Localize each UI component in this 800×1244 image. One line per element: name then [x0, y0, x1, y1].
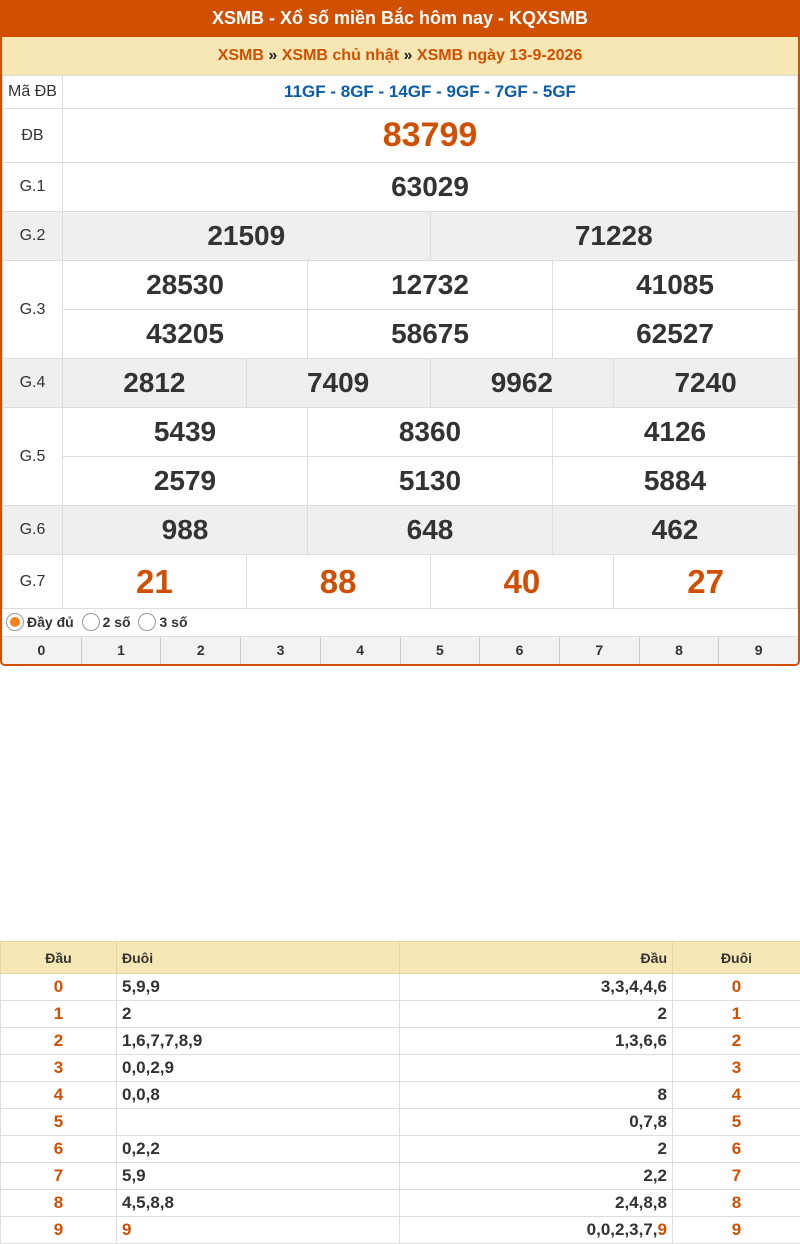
- breadcrumb: [2, 37, 798, 75]
- prize-g3: 41085: [553, 261, 798, 310]
- header-duoi-2: Đuôi: [673, 942, 800, 974]
- loto-row: [1, 1163, 800, 1190]
- loto-duoi: 4,5,8,8: [117, 1190, 400, 1217]
- loto-duoi-digit: 8: [673, 1190, 800, 1217]
- loto-duoi: 9: [117, 1217, 400, 1244]
- prize-g5: 2579: [63, 457, 308, 506]
- loto-dau: 8: [1, 1190, 117, 1217]
- loto-duoi-digit: 3: [673, 1055, 800, 1082]
- loto-duoi: [117, 1109, 400, 1136]
- option-3-digits-label: 3 số: [159, 614, 187, 630]
- breadcrumb-xsmb[interactable]: XSMB: [218, 47, 264, 64]
- loto-duoi-digit: 9: [673, 1217, 800, 1244]
- header-dau: Đầu: [1, 942, 117, 974]
- loto-duoi-digit: 6: [673, 1136, 800, 1163]
- ma-db-label: Mã ĐB: [3, 76, 63, 109]
- loto-dau-values: 2,4,8,8: [615, 1193, 667, 1212]
- loto-duoi-digit: 7: [673, 1163, 800, 1190]
- digit-button[interactable]: 7: [560, 637, 640, 664]
- digit-button[interactable]: 9: [719, 637, 798, 664]
- loto-dau-list: [400, 1136, 673, 1163]
- loto-row: [1, 1028, 800, 1055]
- loto-dau: 1: [1, 1001, 117, 1028]
- prize-g4: 2812: [63, 359, 247, 408]
- option-full-label: Đầy đủ: [27, 614, 74, 630]
- digit-button[interactable]: 8: [640, 637, 720, 664]
- loto-highlight: 9: [658, 1220, 667, 1239]
- loto-dau: 4: [1, 1082, 117, 1109]
- prize-g7: 27: [614, 555, 798, 609]
- prize-g4: 9962: [430, 359, 614, 408]
- display-options: [2, 609, 798, 637]
- prize-g7: 21: [63, 555, 247, 609]
- loto-duoi: 0,2,2: [117, 1136, 400, 1163]
- breadcrumb-xsmb-sunday[interactable]: XSMB chủ nhật: [282, 47, 399, 64]
- radio-icon[interactable]: [82, 613, 100, 631]
- loto-dau-list: [400, 1190, 673, 1217]
- g6-label: G.6: [3, 506, 63, 555]
- loto-row: [1, 1001, 800, 1028]
- page-title: XSMB - Xổ số miền Bắc hôm nay - KQXSMB: [2, 0, 798, 37]
- loto-duoi-digit: 0: [673, 974, 800, 1001]
- prize-g5: 8360: [308, 408, 553, 457]
- option-3-digits[interactable]: [138, 609, 187, 636]
- digit-button[interactable]: 0: [2, 637, 82, 664]
- ma-db-value: 11GF - 8GF - 14GF - 9GF - 7GF - 5GF: [63, 76, 798, 109]
- loto-row: [1, 1190, 800, 1217]
- loto-row: [1, 1055, 800, 1082]
- loto-duoi-digit: 1: [673, 1001, 800, 1028]
- loto-dau-list: [400, 1082, 673, 1109]
- loto-dau-list: [400, 1028, 673, 1055]
- prize-g3: 62527: [553, 310, 798, 359]
- db-label: ĐB: [3, 109, 63, 163]
- loto-dau-values: 8: [658, 1085, 667, 1104]
- header-dau-2: Đầu: [400, 942, 673, 974]
- loto-dau-values: 2,2: [643, 1166, 667, 1185]
- loto-table: [0, 941, 800, 1244]
- prize-g2: 71228: [430, 212, 798, 261]
- loto-dau-list: [400, 1055, 673, 1082]
- digit-button[interactable]: 6: [480, 637, 560, 664]
- g1-label: G.1: [3, 163, 63, 212]
- loto-dau: 2: [1, 1028, 117, 1055]
- loto-row: [1, 1217, 800, 1244]
- g2-label: G.2: [3, 212, 63, 261]
- prize-g6: 988: [63, 506, 308, 555]
- loto-dau-list: [400, 1163, 673, 1190]
- prize-g7: 40: [430, 555, 614, 609]
- breadcrumb-xsmb-date[interactable]: XSMB ngày 13-9-2026: [417, 47, 582, 64]
- prize-g5: 5439: [63, 408, 308, 457]
- loto-dau: 0: [1, 974, 117, 1001]
- loto-dau-list: [400, 1109, 673, 1136]
- results-table: [2, 75, 798, 609]
- loto-dau-values: 3,3,4,4,6: [601, 977, 667, 996]
- breadcrumb-separator: »: [268, 47, 277, 64]
- g5-label: G.5: [3, 408, 63, 506]
- loto-dau-list: [400, 974, 673, 1001]
- digit-button[interactable]: 5: [401, 637, 481, 664]
- loto-duoi: 1,6,7,7,8,9: [117, 1028, 400, 1055]
- loto-dau-values: 2: [658, 1139, 667, 1158]
- prize-g5: 4126: [553, 408, 798, 457]
- option-2-digits[interactable]: [82, 609, 131, 636]
- loto-dau-list: [400, 1001, 673, 1028]
- loto-dau-values: 0,7,8: [629, 1112, 667, 1131]
- loto-row: [1, 1136, 800, 1163]
- prize-g3: 58675: [308, 310, 553, 359]
- loto-dau: 3: [1, 1055, 117, 1082]
- loto-duoi-digit: 5: [673, 1109, 800, 1136]
- loto-duoi: 5,9: [117, 1163, 400, 1190]
- loto-row: [1, 1082, 800, 1109]
- prize-g5: 5130: [308, 457, 553, 506]
- prize-g4: 7409: [246, 359, 430, 408]
- special-prize: 83799: [63, 109, 798, 163]
- prize-g2: 21509: [63, 212, 431, 261]
- prize-g1: 63029: [63, 163, 798, 212]
- prize-g3: 43205: [63, 310, 308, 359]
- loto-duoi: 2: [117, 1001, 400, 1028]
- loto-dau: 5: [1, 1109, 117, 1136]
- g3-label: G.3: [3, 261, 63, 359]
- option-2-digits-label: 2 số: [103, 614, 131, 630]
- loto-duoi: 5,9,9: [117, 974, 400, 1001]
- loto-dau-values: 1,3,6,6: [615, 1031, 667, 1050]
- radio-icon[interactable]: [6, 613, 24, 631]
- loto-dau-values: 2: [658, 1004, 667, 1023]
- header-duoi: Đuôi: [117, 942, 400, 974]
- loto-dau: 6: [1, 1136, 117, 1163]
- prize-g3: 28530: [63, 261, 308, 310]
- loto-duoi: 0,0,2,9: [117, 1055, 400, 1082]
- g7-label: G.7: [3, 555, 63, 609]
- prize-g5: 5884: [553, 457, 798, 506]
- g4-label: G.4: [3, 359, 63, 408]
- loto-row: [1, 974, 800, 1001]
- prize-g6: 462: [553, 506, 798, 555]
- prize-g3: 12732: [308, 261, 553, 310]
- loto-dau: 9: [1, 1217, 117, 1244]
- digit-button[interactable]: 3: [241, 637, 321, 664]
- prize-g4: 7240: [614, 359, 798, 408]
- digit-button[interactable]: 1: [82, 637, 162, 664]
- digit-button[interactable]: 2: [161, 637, 241, 664]
- loto-duoi: 0,0,8: [117, 1082, 400, 1109]
- digit-filter: [2, 637, 798, 664]
- loto-dau-values: 0,0,2,3,7,: [587, 1220, 658, 1239]
- radio-icon[interactable]: [138, 613, 156, 631]
- prize-g7: 88: [246, 555, 430, 609]
- loto-dau-list: [400, 1217, 673, 1244]
- loto-row: [1, 1109, 800, 1136]
- breadcrumb-separator: »: [404, 47, 413, 64]
- loto-dau: 7: [1, 1163, 117, 1190]
- loto-duoi-digit: 2: [673, 1028, 800, 1055]
- loto-duoi-digit: 4: [673, 1082, 800, 1109]
- option-full[interactable]: [6, 609, 74, 636]
- prize-g6: 648: [308, 506, 553, 555]
- digit-button[interactable]: 4: [321, 637, 401, 664]
